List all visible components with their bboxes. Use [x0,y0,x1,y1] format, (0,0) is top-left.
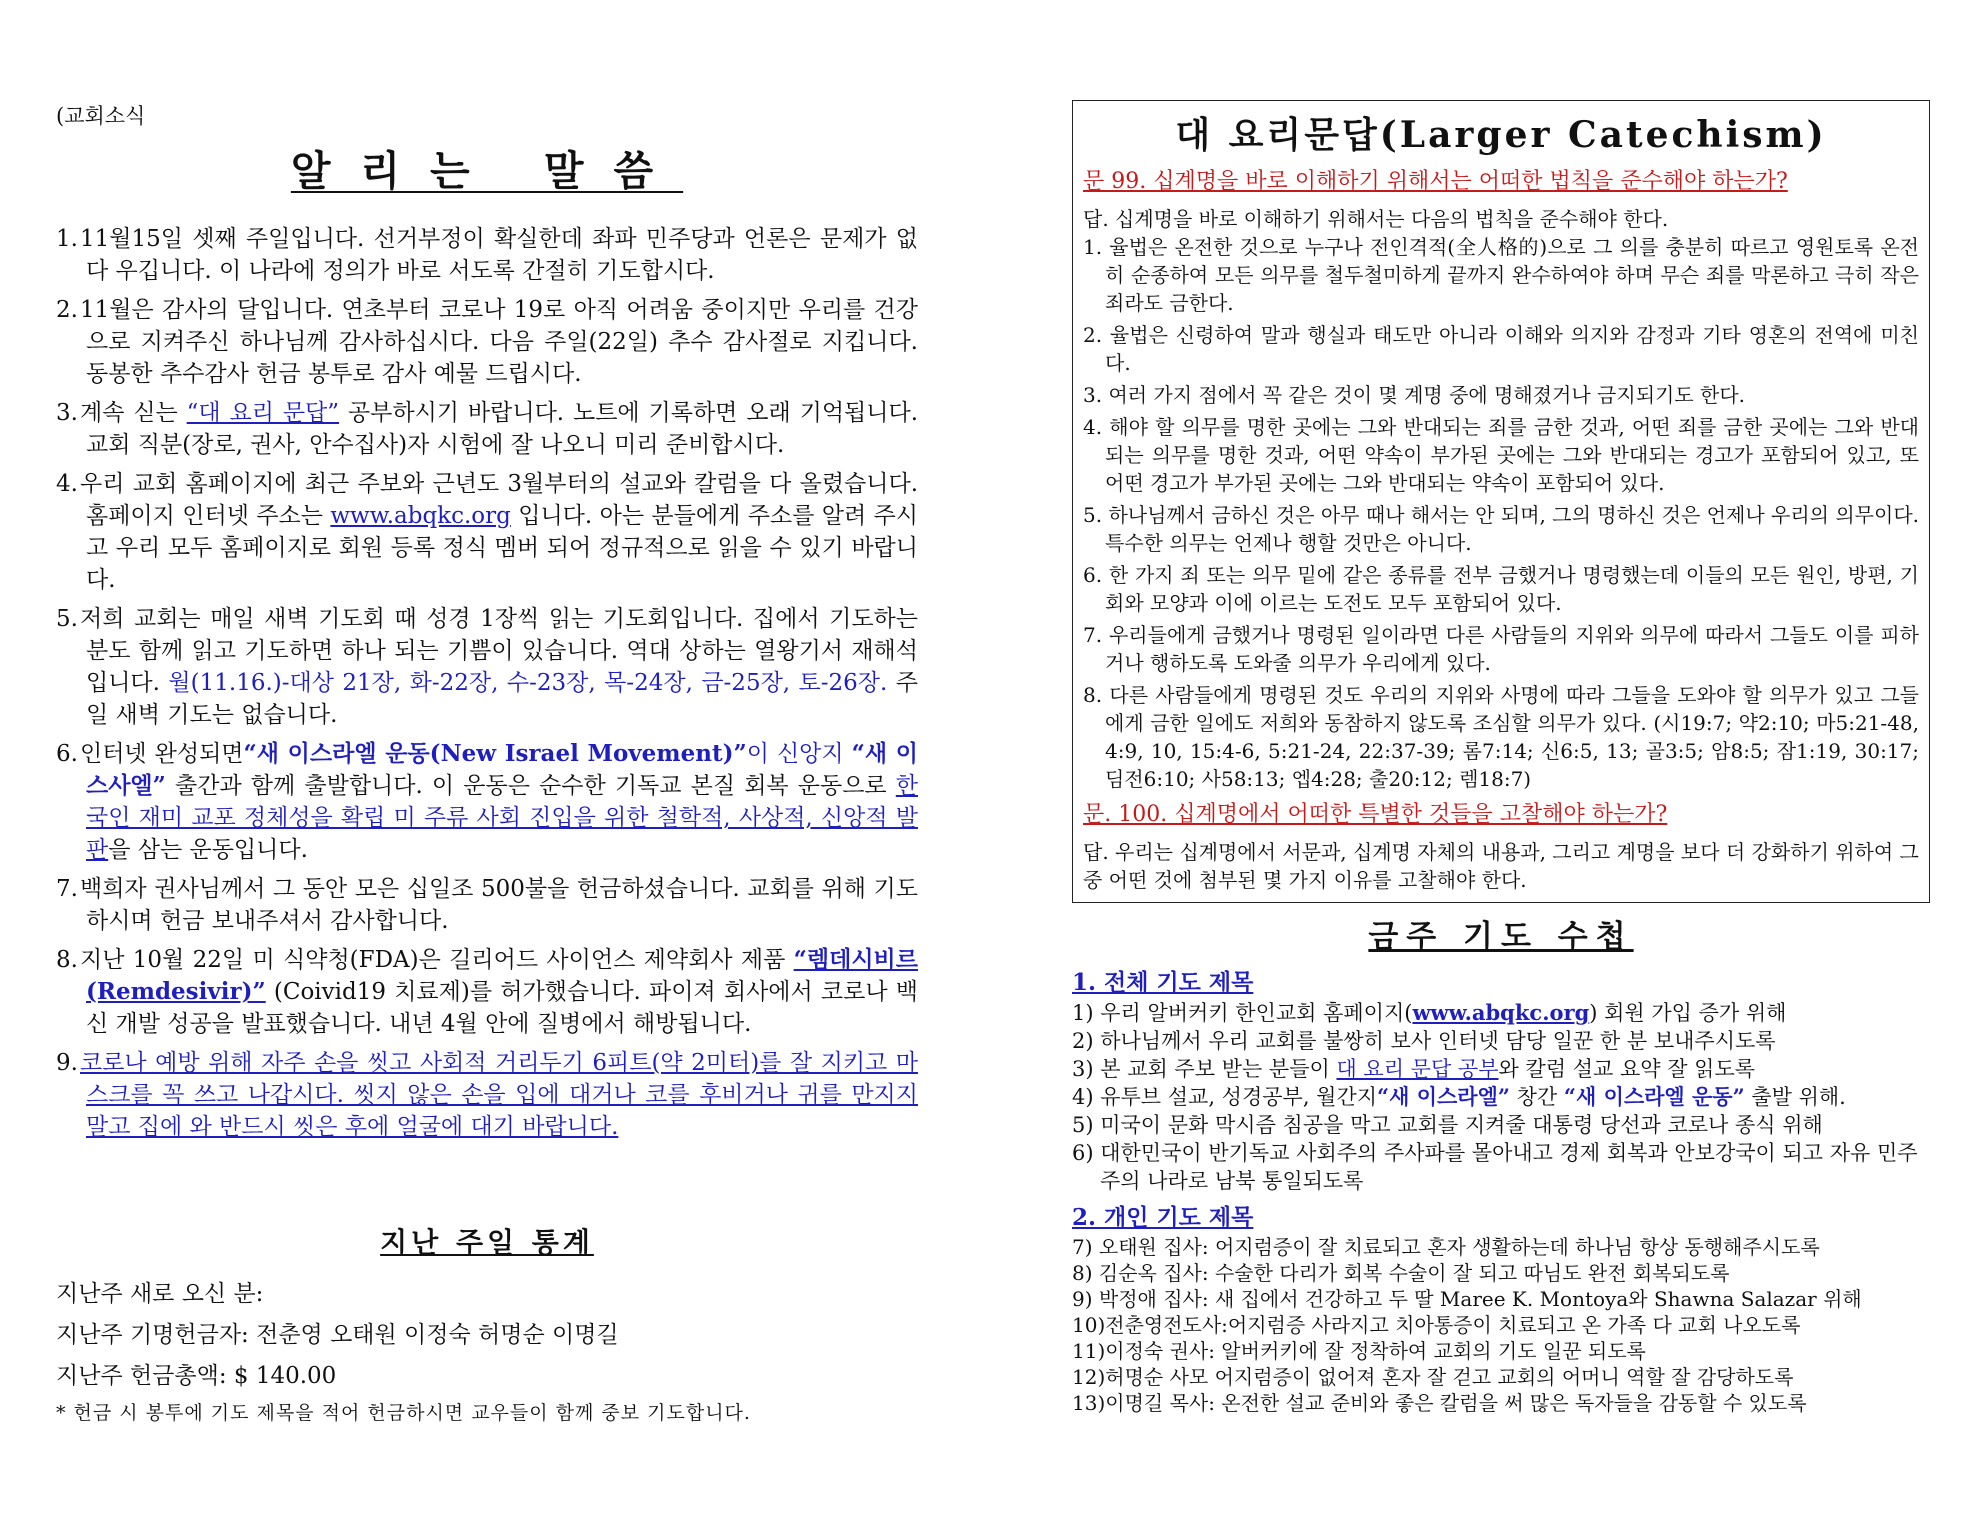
text-run: “새 이스라엘” [1377,1084,1510,1109]
general-prayer-heading: 1. 전체 기도 제목 [1072,969,1254,996]
text-run: 대 요리 문답 공부 [1336,1057,1499,1081]
notice-number: 3. [56,400,78,426]
text-run: 1) 우리 알버커키 한인교회 홈페이지( [1072,1001,1413,1025]
catechism-box [1072,100,1930,903]
rule-item: 8. 다른 사람들에게 명령된 것도 우리의 지위와 사명에 따라 그들을 도와야 할 의무가 있고 그들에게 금한 일에도 저희와 동참하지 않도록 조심할 의무가 있다. (시19:7; 약2:10; 마5:21-48, 4:9, 10, 15:4-6, 5:21-24, 22:37-39; 롬7:14; 신6:5, 13; 골3:5; 암8:5; 잠1:19, 30:17; 딤전6:10; 사58:13; 엡4:28; 출20:12; 렘18:7) [1083,683,1919,791]
rule-item: 1. 율법은 온전한 것으로 누구나 전인격적(全人格的)으로 그 의를 충분히 따르고 영원토록 온전히 순종하여 모든 의무를 철두철미하게 끝까지 완수하여야 하며 무슨 죄를 막론하고 극히 작은 죄라도 금한다. [1083,235,1919,315]
question-99: 문 99. 십계명을 바로 이해하기 위해서는 어떠한 법칙을 준수해야 하는가? [1083,169,1788,194]
question-100: 문. 100. 십계명에서 어떠한 특별한 것들을 고찰해야 하는가? [1083,802,1668,827]
rule-item: 4. 해야 할 의무를 명한 곳에는 그와 반대되는 죄를 금한 것과, 어떤 죄를 금한 곳에는 그와 반대되는 의무를 명한 것과, 어떤 약속이 부가된 곳에는 그와 반대되는 경고가 포함되어 있고, 또 어떤 경고가 부가된 곳에는 그와 반대되는 약속이 포함되어 있다. [1083,415,1919,495]
text-run: 출발 위해. [1744,1085,1846,1109]
new-visitors: 지난주 새로 오신 분: [56,1281,264,1307]
text-run: 지난 10월 22일 미 식약청(FDA)은 길리어드 사이언스 제약회사 제품 [80,947,794,973]
answer-99: 답. 십계명을 바로 이해하기 위해서는 다음의 법칙을 준수해야 한다. [1083,207,1669,231]
rule-item: 7. 우리들에게 금했거나 명령된 일이라면 다른 사람들의 지위와 의무에 따라서 그들도 이를 피하거나 행하도록 도와줄 의무가 우리에게 있다. [1083,623,1919,675]
prayer-item: 12)허명순 사모 어지럼증이 없어져 혼자 잘 걷고 교회의 어머니 역할 잘 감당하도록 [1072,1365,1794,1389]
text-run: 입니다. 아는 분들에게 주소를 알려 주시고 우리 모두 홈페이지로 회원 등록 정식 멤버 되어 정규적으로 읽을 수 있기 바랍니다. [86,503,918,593]
section-tag: (교회소식 [56,104,146,128]
catechism-prayer-column [1072,100,1930,1416]
rule-item: 3. 여러 가지 점에서 꼭 같은 것이 몇 계명 중에 명해졌거나 금지되기도 한다. [1083,383,1746,407]
notice-number: 6. [56,741,78,767]
notice-item [56,1047,918,1143]
stats-title: 지난 주일 통계 [380,1226,594,1259]
notice-item [56,738,918,866]
notice-item [56,223,918,287]
prayer-item [1072,1027,1930,1055]
text-run: 이 신앙지 [746,741,852,767]
text-run: 5) 미국이 문화 막시즘 침공을 막고 교회를 지켜줄 대통령 당선과 코로나 종식 위해 [1072,1113,1823,1137]
text-run: 계속 싣는 [80,400,187,426]
notice-item [56,944,918,1040]
prayer-item: 11)이정숙 권사: 알버커키에 잘 정착하여 교회의 기도 일꾼 되도록 [1072,1339,1646,1363]
notice-number: 4. [56,471,78,497]
notice-number: 2. [56,297,78,323]
personal-prayer-heading: 2. 개인 기도 제목 [1072,1204,1254,1231]
notice-item [56,873,918,937]
notice-item [56,603,918,731]
text-run: 창간 [1509,1085,1564,1109]
page-title: 알리는 말씀 [290,147,684,195]
rule-list [1083,233,1919,793]
church-news-column [56,100,918,1425]
notice-item [56,397,918,461]
text-run: ) 회원 가입 증가 위해 [1589,1001,1787,1025]
text-run: 월(11.16.)-대상 21장, 화-22장, 수-23장, 목-24장, 금-25장, 토-26장. [168,670,888,696]
text-run: (Coivid19 치료제)를 허가했습니다. 파이져 회사에서 코로나 백신 개발 성공을 발표했습니다. 내년 4월 안에 질병에서 해방됩니다. [86,979,918,1037]
prayer-title: 금주 기도 수첩 [1368,919,1634,955]
prayer-item [1072,1139,1930,1195]
prayer-item: 7) 오태원 집사: 어지럼증이 잘 치료되고 혼자 생활하는데 하나님 항상 동행해주시도록 [1072,1235,1820,1259]
text-run[interactable]: www.abqkc.org [1412,1000,1590,1025]
text-run: 을 삼는 운동입니다. [108,837,308,863]
prayer-item: 9) 박정애 집사: 새 집에서 건강하고 두 딸 Maree K. Montoya와 Shawna Salazar 위해 [1072,1287,1862,1311]
personal-prayer-list [1072,1234,1930,1416]
general-prayer-list [1072,999,1930,1195]
offering-note: * 헌금 시 봉투에 기도 제목을 적어 헌금하시면 교우들이 함께 중보 기도합니다. [56,1402,751,1424]
offering-total: 지난주 헌금총액: $ 140.00 [56,1363,337,1389]
text-run[interactable]: www.abqkc.org [330,503,511,529]
catechism-title: 대 요리문답(Larger Catechism) [1175,114,1827,156]
text-run: 우리 교회 홈페이지에 최근 주보와 근년도 3월부터의 설교와 칼럼을 다 올렸습니다. 홈페이지 인터넷 주소는 [80,471,918,529]
answer-100: 답. 우리는 십계명에서 서문과, 십계명 자체의 내용과, 그리고 계명을 보다 더 강화하기 위하여 그 중 어떤 것에 첨부된 몇 가지 이유를 고찰해야 한다. [1083,840,1919,892]
text-run: “대 요리 문답” [186,400,340,426]
text-run: 인터넷 완성되면 [80,741,244,767]
text-run: 코로나 예방 위해 자주 손을 씻고 사회적 거리두기 6피트(약 2미터)를 잘 지키고 마스크를 꼭 쓰고 나갑시다. 씻지 않은 손을 입에 대거나 코를 후비거나 귀를 만지지 말고 집에 와 반드시 씻은 후에 얼굴에 대기 바랍니다. [80,1050,918,1140]
notice-list [56,223,918,1143]
prayer-item: 10)전춘영전도사:어지럼증 사라지고 치아통증이 치료되고 온 가족 다 교회 나오도록 [1072,1313,1801,1337]
text-run: 와 칼럼 설교 요약 잘 읽도록 [1498,1057,1756,1081]
text-run: 출간과 함께 출발합니다. 이 운동은 순수한 기독교 본질 회복 운동으로 [165,773,896,799]
notice-item [56,468,918,596]
prayer-item: 13)이명길 목사: 온전한 설교 준비와 좋은 칼럼을 써 많은 독자들을 감동할 수 있도록 [1072,1391,1807,1415]
text-run: “새 이스사엘” [86,740,918,799]
notice-number: 5. [56,606,78,632]
named-offering: 지난주 기명헌금자: 전춘영 오태원 이정숙 허명순 이명길 [56,1322,619,1348]
rule-item: 6. 한 가지 죄 또는 의무 밑에 같은 종류를 전부 금했거나 명령했는데 이들의 모든 원인, 방편, 기회와 모양과 이에 이르는 도전도 모두 포함되어 있다. [1083,563,1919,615]
notice-number: 1. [56,226,78,252]
rule-item: 5. 하나님께서 금하신 것은 아무 때나 해서는 안 되며, 그의 명하신 것은 언제나 우리의 의무이다. 특수한 의무는 언제나 행할 것만은 아니다. [1083,503,1919,555]
notice-number: 7. [56,876,78,902]
prayer-item: 8) 김순옥 집사: 수술한 다리가 회복 수술이 잘 되고 따님도 완전 회복되도록 [1072,1261,1730,1285]
text-run: 11월은 감사의 달입니다. 연초부터 코로나 19로 아직 어려움 중이지만 우리를 건강으로 지켜주신 하나님께 감사하십시다. 다음 주일(22일) 추수 감사절로 지킵니다. 동봉한 추수감사 헌금 봉투로 감사 예물 드립시다. [80,297,918,387]
text-run: 한국인 재미 교포 정체성을 확립 미 주류 사회 진입을 위한 철학적, 사상적, 신앙적 발판 [86,773,918,863]
prayer-item [1072,1083,1930,1111]
text-run: “새 이스라엘 운동” [1563,1084,1745,1109]
text-run: 6) 대한민국이 반기독교 사회주의 주사파를 몰아내고 경제 회복과 안보강국이 되고 자유 민주주의 나라로 남북 통일되도록 [1072,1141,1918,1193]
text-run: 4) 유투브 설교, 성경공부, 월간지 [1072,1085,1378,1109]
text-run: 2) 하나님께서 우리 교회를 불쌍히 보사 인터넷 담당 일꾼 한 분 보내주시도록 [1072,1029,1776,1053]
prayer-item [1072,1055,1930,1083]
notice-item [56,294,918,390]
text-run: 주일 새벽 기도는 없습니다. [86,670,919,728]
rule-item: 2. 율법은 신령하여 말과 행실과 태도만 아니라 이해와 의지와 감정과 기타 영혼의 전역에 미친다. [1083,323,1919,375]
text-run: 저희 교회는 매일 새벽 기도회 때 성경 1장씩 읽는 기도회입니다. 집에서 기도하는 분도 함께 읽고 기도하면 하나 되는 기쁨이 있습니다. 역대 상하는 열왕기서 재해석입니다. [80,606,918,696]
text-run: 공부하시기 바랍니다. 노트에 기록하면 오래 기억됩니다. 교회 직분(장로, 권사, 안수집사)자 시험에 잘 나오니 미리 준비합시다. [86,400,918,458]
text-run: 백희자 권사님께서 그 동안 모은 십일조 500불을 헌금하셨습니다. 교회를 위해 기도하시며 헌금 보내주셔서 감사합니다. [80,876,918,934]
notice-number: 9. [56,1050,78,1076]
text-run: “새 이스라엘 운동(New Israel Movement)” [243,740,747,767]
text-run: “렘데시비르 (Remdesivir)” [86,946,918,1005]
prayer-item [1072,1111,1930,1139]
text-run: 3) 본 교회 주보 받는 분들이 [1072,1057,1337,1081]
notice-number: 8. [56,947,78,973]
prayer-item [1072,999,1930,1027]
text-run: 11월15일 셋째 주일입니다. 선거부정이 확실한데 좌파 민주당과 언론은 문제가 없다 우깁니다. 이 나라에 정의가 바로 서도록 간절히 기도합시다. [80,226,918,284]
